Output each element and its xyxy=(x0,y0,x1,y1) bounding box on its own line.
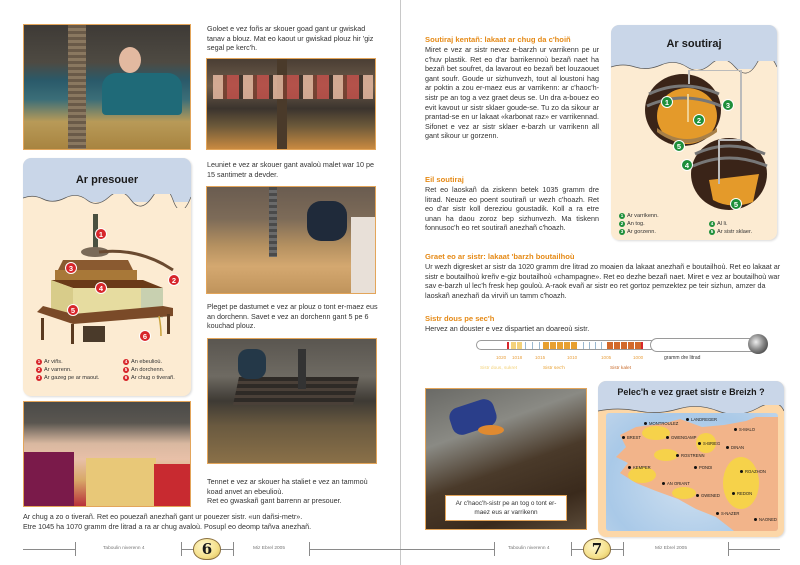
legend-label: Ar varrenn. xyxy=(44,367,72,373)
racking-box-title: Ar soutiraj xyxy=(666,38,722,50)
photo-children-tasting xyxy=(23,401,191,507)
legend-item xyxy=(123,358,175,366)
hydrometer-tick: 1010 xyxy=(567,355,578,360)
section-body-second-racking: Ret eo laoskañ da ziskenn betek 1035 gramm dre litrad. Neuze eo poent soutirañ ur wezh c'hoazh. Ret eo d'ar sistr koll dereziou goustadik. Koll a ra etre unan ha daou zoroz bep sizhunvezh. Ma tiskenn fonnusoc'h eo ret soutirañ anezhañ c'hoazh. xyxy=(425,185,599,233)
legend-label: Ar gazeg pe ar maout. xyxy=(44,375,100,381)
racking-marker-4: 4 xyxy=(681,159,693,171)
racking-marker-3: 3 xyxy=(722,99,734,111)
legend-number: 6 xyxy=(124,375,128,380)
legend-number: 2 xyxy=(37,367,41,372)
photo-man-at-press xyxy=(23,24,191,150)
section-heading-bottling: Graet eo ar sistr: lakaat 'barzh boutailhoù xyxy=(425,252,575,261)
legend-number: 2 xyxy=(620,221,624,226)
legend-number: 1 xyxy=(37,359,41,364)
press-legend-col1 xyxy=(36,358,99,382)
footer-tick xyxy=(233,542,234,556)
press-marker-4: 4 xyxy=(95,282,107,294)
footer-magazine: Taboulin niverenn 4 xyxy=(508,546,550,551)
press-legend-col2 xyxy=(123,358,175,382)
hydrometer-tick: 1005 xyxy=(601,355,612,360)
photo-press-board xyxy=(207,338,377,464)
footer-date: Miz Ebrel 2005 xyxy=(655,546,687,551)
press-marker-1: 1 xyxy=(95,228,107,240)
hydrometer-tick: 1015 xyxy=(535,355,546,360)
city-gwengamp: GWENGAMP xyxy=(666,435,696,440)
city-montroulez: MONTROULEZ xyxy=(644,421,678,426)
legend-item xyxy=(36,366,99,374)
racking-diagram-box xyxy=(611,25,777,240)
footer-rule xyxy=(23,549,75,550)
category-hard: Sistr kalet xyxy=(610,366,632,371)
footer-rule xyxy=(309,549,401,550)
fold-paragraph: Pleget pe dastumet e vez ar plouz o tont er-maez eus an dorchenn. Savet e vez an dorchenn gant 5 pe 6 kouchad plouz. xyxy=(207,302,378,331)
legend-item xyxy=(709,228,752,236)
racking-marker-5b: 5 xyxy=(730,198,742,210)
section-body-first-racking: Miret e vez ar sistr nevez e-barzh ur varrikenn pe ur c'huv plastik. Ret eo d'ar barrikennoù bezañ naet ha bezañ bet soufret, da lavarout eo bezañ bet louzaouet gant soufr. Goude ur sizhunvezh, tout al loustoni hag ar poktin a zou er-maez eus ar varrikenn: ar c'haoc'h-sistr pe an tog a vez graet deus se. Un dra a-bouez eo evit kavout ur sistr sklaer goude-se. Tu zo da sikour ar prantad-se en ur lakaat «karbonat raz» er varrikennad. Sifonet e vez ar sistr sklaer e-barzh ur varrikenn all gant sikour ur gorzenn. xyxy=(425,45,599,141)
legend-number: 3 xyxy=(620,229,624,234)
hydrometer-tick: 1000 xyxy=(633,355,644,360)
page-number-badge: 7 xyxy=(583,538,611,560)
city-rostrenn: ROSTRENN xyxy=(676,453,705,458)
barrels-illustration xyxy=(641,70,771,220)
brittany-map xyxy=(606,413,778,531)
section-body-sweet-dry: Hervez an douster e vez dispartiet an doareoù sistr. xyxy=(425,324,590,333)
footer-tick xyxy=(623,542,624,556)
legend-label: An dorchenn. xyxy=(131,367,165,373)
page-gutter xyxy=(400,0,401,565)
legend-label: Ar varrikenn. xyxy=(627,213,659,219)
brittany-map-box xyxy=(598,381,784,537)
press-marker-5: 5 xyxy=(67,304,79,316)
legend-number: 3 xyxy=(37,375,41,380)
legend-item xyxy=(123,366,175,374)
category-sweet: Sistr dous, sukret xyxy=(480,366,518,371)
city-dinan: DINAN xyxy=(726,445,744,450)
hydrometer-unit: gramm dre litrad xyxy=(664,355,701,361)
city-gwened: GWENED xyxy=(696,493,720,498)
category-dry: Sistr sec'h xyxy=(543,366,565,371)
city-redon: REDON xyxy=(732,491,752,496)
footer-magazine: Taboulin niverenn 4 xyxy=(103,546,145,551)
press-box-title: Ar presouer xyxy=(75,174,139,186)
city-kemper: KEMPER xyxy=(628,465,651,470)
racking-marker-2: 2 xyxy=(693,114,705,126)
intro-paragraph: Goloet e vez foñs ar skouer goad gant ur gwiskad tanav a blouz. Mat eo kaout ur gwiskad plouz hir 'giz segal pe kerc'h. xyxy=(207,24,374,53)
hydrometer-bulb xyxy=(748,334,768,354)
city-s-brieg: S-BRIEG xyxy=(698,441,720,446)
press-diagram-box xyxy=(23,158,191,396)
city-pondi: PONDI xyxy=(694,465,712,470)
section-heading-second-racking: Eil soutiraj xyxy=(425,175,464,184)
legend-number: 5 xyxy=(710,229,714,234)
footer-tick xyxy=(494,542,495,556)
photo-children-watching xyxy=(206,58,376,150)
map-box-title: Pelec'h e vez graet sistr e Breizh ? xyxy=(617,387,765,397)
bottom-paragraph-1: Ar chug a zo o tiverañ. Ret eo pouezañ anezhañ gant ur pouezer sistr. «un dañsi-metr». xyxy=(23,512,303,521)
legend-item xyxy=(36,358,99,366)
apples-paragraph: Leuniet e vez ar skouer gant avaloù malet war 10 pe 15 santimetr a devder. xyxy=(207,160,375,179)
legend-number: 1 xyxy=(620,213,624,218)
footer-rule xyxy=(401,549,494,550)
page-number-badge: 6 xyxy=(193,538,221,560)
section-heading-first-racking: Soutiraj kentañ: lakaat ar chug da c'hoiñ xyxy=(425,35,571,44)
bottom-paragraph-2: Etre 1045 ha 1070 gramm dre litrad a ra ar chug avaloù. Posupl eo deomp tañva anezhañ. xyxy=(23,522,312,531)
footer-tick xyxy=(75,542,76,556)
footer-tick xyxy=(571,542,572,556)
racking-legend-col2 xyxy=(709,220,752,236)
legend-label: An tog. xyxy=(627,221,645,227)
footer-rule xyxy=(728,549,780,550)
press-paragraph-2: Ret eo gwaskañ gant barrenn ar presouer. xyxy=(207,496,342,505)
legend-number: 4 xyxy=(710,221,714,226)
footer-date: Miz Ebrel 2005 xyxy=(253,546,285,551)
section-body-bottling: Ur wezh digresket ar sistr da 1020 gramm dre litrad zo moaien da lakaat anezhañ e boutailhoù. Ret eo lakaat ar sistr e boutailhoù kreñv e-giz boutailhoù «champagne». Ret eo dezhe bezañ naet. Miret e vez ar boutailhoù war sav e-barzh ul lec'h fresk hep gouloù. A-raok evañ ar sistr eo ret gortoz pemzektez pe teir sizhun, amzer da laoskañ anezhañ da virviñ un tamm c'hoazh. xyxy=(425,262,781,300)
racking-marker-1: 1 xyxy=(661,96,673,108)
press-paragraph: Tennet e vez ar skouer ha staliet e vez an tammoù koad anvet an ebeulioù. xyxy=(207,477,368,496)
city-landreger: LANDREGER xyxy=(686,417,717,422)
section-heading-sweet-dry: Sistr dous pe sec'h xyxy=(425,314,495,323)
press-marker-6: 6 xyxy=(139,330,151,342)
legend-label: Ar sistr sklaer. xyxy=(717,229,753,235)
legend-label: Ar chug o tiverañ. xyxy=(131,375,175,381)
legend-number: 5 xyxy=(124,367,128,372)
hydrometer-body xyxy=(650,338,760,352)
city-an-oriant: AN ORIANT xyxy=(662,481,690,486)
racking-legend-col1 xyxy=(619,212,659,236)
press-illustration xyxy=(33,208,183,348)
legend-label: Al li. xyxy=(717,221,728,227)
photo-arranging-straw xyxy=(206,186,376,294)
city-s-nazer: S-NAZER xyxy=(716,511,739,516)
racking-marker-5a: 5 xyxy=(673,140,685,152)
press-marker-2: 2 xyxy=(168,274,180,286)
legend-item xyxy=(619,220,659,228)
legend-item xyxy=(709,220,752,228)
city-naoned: NAONED xyxy=(754,517,777,522)
hydrometer-tick: 1018 xyxy=(512,355,523,360)
legend-label: Ar viñs. xyxy=(44,359,63,365)
city-s-malo: S-MALO xyxy=(734,427,755,432)
legend-item xyxy=(123,374,175,382)
photo-caption: Ar c'haoc'h-sistr pe an tog o tont er-maez eus ar varrikenn xyxy=(445,495,567,521)
hydrometer-tick: 1020 xyxy=(496,355,507,360)
sky-band xyxy=(598,381,784,413)
legend-item xyxy=(36,374,99,382)
legend-number: 4 xyxy=(124,359,128,364)
legend-item xyxy=(619,212,659,220)
legend-label: An ebeulioù. xyxy=(131,359,163,365)
hydrometer-stem xyxy=(476,340,656,350)
legend-label: Ar gorzenn. xyxy=(627,229,656,235)
city-roazhon: ROAZHON xyxy=(740,469,766,474)
press-marker-3: 3 xyxy=(65,262,77,274)
city-brest: BREST xyxy=(622,435,641,440)
legend-item xyxy=(619,228,659,236)
